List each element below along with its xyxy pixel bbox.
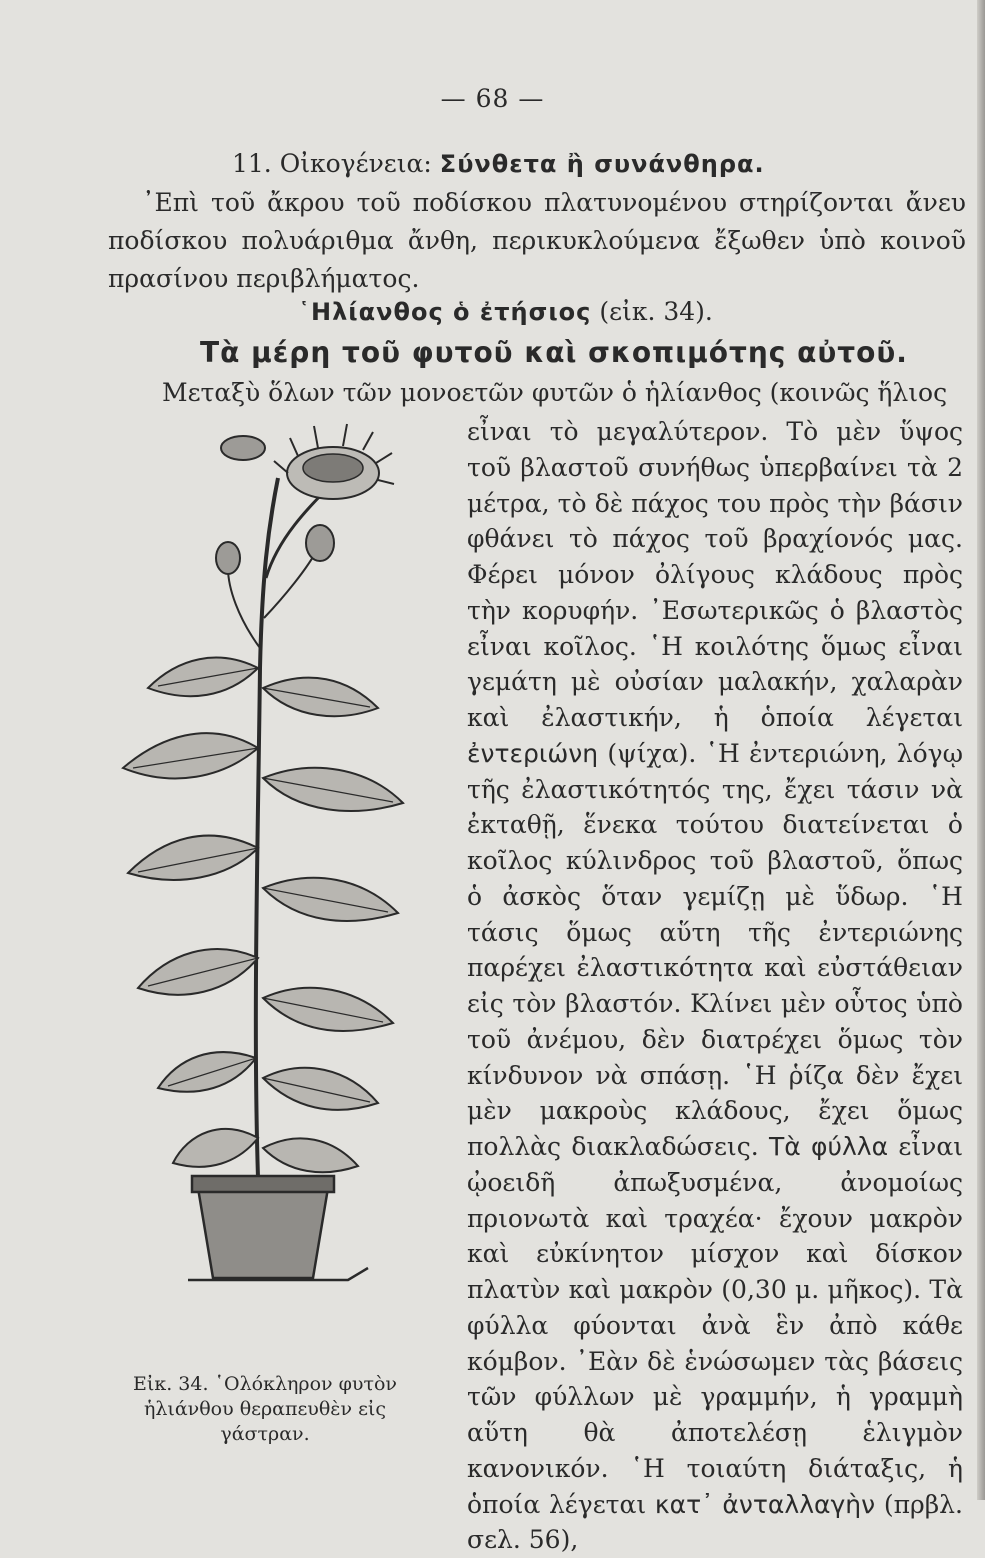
body-part-2: (ψίχα). ῾Η ἐντεριώνη, λόγῳ τῆς ἐλαστικότητός της, ἔχει τάσιν νὰ ἐκταθῇ, ἕνεκα τούτου διατείνεται ὁ κοῖλος κύλινδρος τοῦ βλαστοῦ, ὅπως ὁ ἀσκὸς ὅταν γεμίζῃ μὲ ὕδωρ. ῾Η τάσις ὅμως αὕτη τῆς ἐντεριώνης παρέχει ἐλαστικότητα καὶ εὐστάθειαν εἰς τὸν βλαστόν. Κλίνει μὲν οὗτος ὑπὸ τοῦ ἀνέμου, δὲν διατρέχει ὅμως τὸν κίνδυνον νὰ σπάσῃ. ῾Η ῥίζα δὲν ἔχει μὲν μακροὺς κλάδους, ἔχει ὅμως πολλὰς διακλαδώσεις. xyxy=(467,738,963,1161)
flower-pot xyxy=(188,1176,368,1280)
body-paragraph xyxy=(467,414,963,1558)
family-heading xyxy=(232,146,765,182)
page-edge xyxy=(977,0,985,1500)
term-leaves: Τὰ φύλλα xyxy=(768,1132,889,1161)
intro-paragraph: ᾿Επὶ τοῦ ἄκρου τοῦ ποδίσκου πλατυνομένου στηρίζονται ἄνευ ποδίσκου πολυάριθμα ἄνθη, περικυκλούμενα ἔξωθεν ὑπὸ κοινοῦ πρασίνου περιβλήματος. xyxy=(108,188,966,293)
body-part-3: εἶναι ᾠοειδῆ ἀπωξυσμένα, ἀνομοίως πριονωτὰ καὶ τραχέα· ἔχουν μακρὸν καὶ εὐκίνητον μίσχον καὶ δίσκον πλατὺν καὶ μακρὸν (0,30 μ. μῆκος). Τὰ φύλλα φύονται ἀνὰ ἓν ἀπὸ κάθε κόμβον. ᾿Εὰν δὲ ἑνώσωμεν τὰς βάσεις τῶν φύλλων μὲ γραμμήν, ἡ γραμμὴ αὕτη θὰ ἀποτελέσῃ ἑλιγμὸν κανονικόν. ῾Η τοιαύτη διάταξις, ἡ ὁποία λέγεται xyxy=(467,1132,964,1519)
species-name: ῾Ηλίανθος ὁ ἐτήσιος xyxy=(298,298,592,326)
page-number: — 68 — xyxy=(440,84,545,113)
lead-line: Μεταξὺ ὅλων τῶν μονοετῶν φυτῶν ὁ ἡλίανθος (κοινῶς ἥλιος xyxy=(162,378,948,407)
body-part-4: (πρβλ. σελ. 56), xyxy=(467,1489,963,1555)
flower-head xyxy=(274,424,394,499)
body-part-1: εἶναι τὸ μεγαλύτερον. Τὸ μὲν ὕψος τοῦ βλαστοῦ συνήθως ὑπερβαίνει τὰ 2 μέτρα, τὸ δὲ πάχος του πρὸς τὴν βάσιν φθάνει τὸ πάχος τοῦ βραχίονός μας. Φέρει μόνον ὀλίγους κλάδους πρὸς τὴν κορυφήν. ᾿Εσωτερικῶς ὁ βλαστὸς εἶναι κοῖλος. ῾Η κοιλότης ὅμως εἶναι γεμάτη μὲ οὐσίαν μαλακήν, χαλαρὰν καὶ ἐλαστικήν, ἡ ὁποία λέγεται xyxy=(467,417,963,732)
sunflower-illustration xyxy=(108,418,428,1288)
species-heading xyxy=(298,294,713,330)
species-figure-ref: (εἰκ. 34). xyxy=(599,297,713,326)
term-enteroni: ἐντεριώνη xyxy=(467,738,599,768)
family-name: Σύνθετα ἢ συνάνθηρα. xyxy=(439,150,765,178)
term-alternate: κατ᾿ ἀνταλλαγὴν xyxy=(654,1489,876,1519)
section-subheading: Τὰ μέρη τοῦ φυτοῦ καὶ σκοπιμότης αὐτοῦ. xyxy=(200,336,908,369)
figure-caption: Εἰκ. 34. ῾Ολόκληρον φυτὸν ἡλιάνθου θεραπευθὲν εἰς γάστραν. xyxy=(133,1373,397,1445)
family-prefix: 11. Οἰκογένεια: xyxy=(232,149,432,178)
